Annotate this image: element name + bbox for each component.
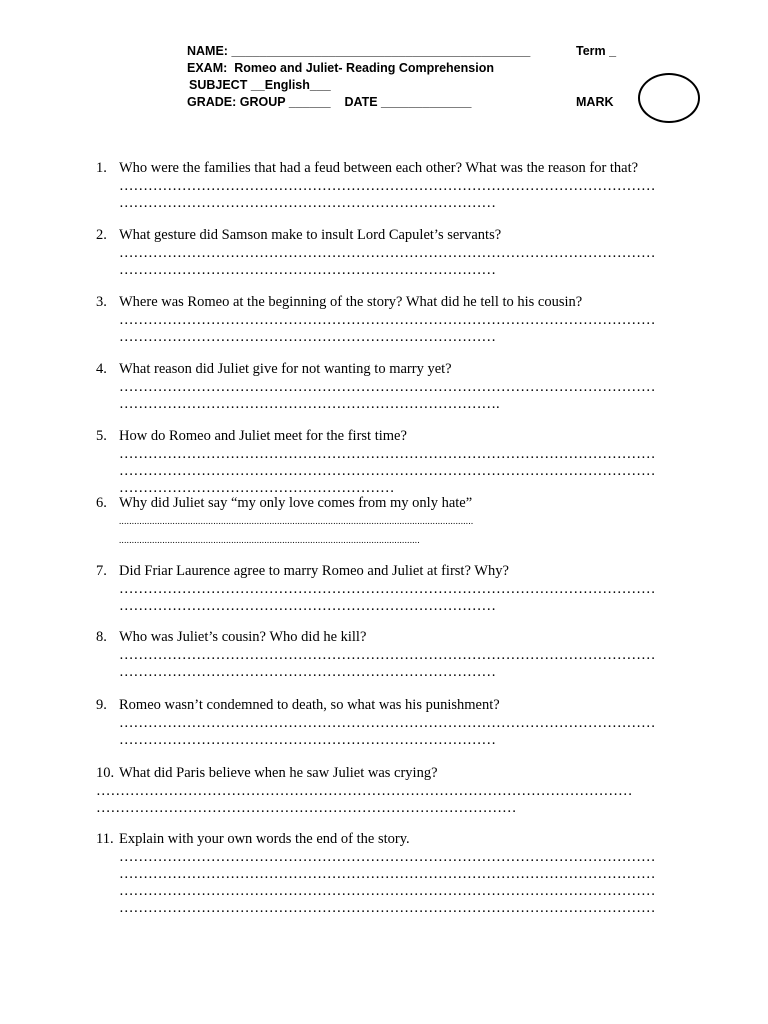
answer-line: ……………………………………………………………………	[119, 329, 496, 345]
question-number: 9.	[96, 697, 107, 713]
answer-line: …………………………………………………………………………………………………	[119, 866, 656, 882]
question-text: Where was Romeo at the beginning of the story? What did he tell to his cousin?	[119, 294, 583, 310]
answer-line: …………………………………………………………………………………………………	[119, 715, 656, 731]
question-number: 4.	[96, 361, 107, 377]
question-number: 2.	[96, 227, 107, 243]
question-text: Explain with your own words the end of the story.	[119, 831, 410, 847]
answer-line: …………………………………………………………………………………………………	[119, 446, 656, 462]
answer-line: …………………………………………………………………………………………………	[119, 647, 656, 663]
question-number: 10.	[96, 765, 115, 781]
answer-line: …………………………………………………………………………………………………	[119, 581, 656, 597]
question-text: Did Friar Laurence agree to marry Romeo and Juliet at first? Why?	[119, 563, 509, 579]
answer-line: …………………………………………………	[119, 480, 395, 496]
question-number: 7.	[96, 563, 107, 579]
question-text: How do Romeo and Juliet meet for the first time?	[119, 428, 407, 444]
answer-line: ……………………………………………………………………	[119, 598, 496, 614]
answer-line: ...........................................................................................................................................	[119, 516, 474, 526]
subject-label: SUBJECT	[189, 78, 251, 92]
grade-date-field: GRADE: GROUP ______ DATE _____________	[187, 95, 472, 109]
mark-circle	[638, 73, 700, 123]
question-text: Who were the families that had a feud between each other? What was the reason for that?	[119, 160, 639, 176]
question-text: Romeo wasn’t condemned to death, so what was his punishment?	[119, 697, 500, 713]
answer-line: …………………………………………………………………………………………………	[119, 849, 656, 865]
answer-line: …………………………………………………………………………………………………	[119, 379, 656, 395]
mark-label: MARK	[576, 95, 614, 109]
question-number: 11.	[96, 831, 114, 847]
question-number: 5.	[96, 428, 107, 444]
term-label: Term _	[576, 44, 617, 58]
question-text: What did Paris believe when he saw Juliet was crying?	[119, 765, 438, 781]
answer-line: …………………………………………………………………………………………………	[119, 178, 656, 194]
answer-line: …………………………………………………………………………………………………	[119, 463, 656, 479]
question-text: Who was Juliet’s cousin? Who did he kill?	[119, 629, 367, 645]
answer-line: ……………………………………………………………………	[119, 664, 496, 680]
question-text: What gesture did Samson make to insult Lord Capulet’s servants?	[119, 227, 502, 243]
answer-line: ……………………………………………………………………	[119, 262, 496, 278]
answer-line: …………………………………………………………………………………………………	[119, 883, 656, 899]
answer-line: …………………………………………………………………………………………………	[119, 900, 656, 916]
question-number: 6.	[96, 495, 107, 511]
subject-field	[189, 78, 331, 92]
answer-line: …………………………………………………………………………………………………	[96, 783, 633, 799]
answer-line: ……………………………………………………………………	[119, 732, 496, 748]
question-text: Why did Juliet say “my only love comes from my only hate”	[119, 495, 473, 511]
answer-line: ……………………………………………………………………	[119, 195, 496, 211]
answer-line: ......................................................................................................................	[119, 535, 420, 545]
question-number: 1.	[96, 160, 107, 176]
subject-value: __English___	[250, 78, 331, 92]
name-field-label: NAME: ___________________________________________	[187, 44, 531, 58]
answer-line: …………………………………………………………………….	[119, 396, 500, 412]
question-text: What reason did Juliet give for not wanting to marry yet?	[119, 361, 452, 377]
exam-title: EXAM: Romeo and Juliet- Reading Comprehension	[187, 61, 494, 75]
answer-line: …………………………………………………………………………………………………	[119, 312, 656, 328]
answer-line: …………………………………………………………………………………………………	[119, 245, 656, 261]
answer-line: ……………………………………………………………………………	[96, 800, 517, 816]
question-number: 3.	[96, 294, 107, 310]
question-number: 8.	[96, 629, 107, 645]
